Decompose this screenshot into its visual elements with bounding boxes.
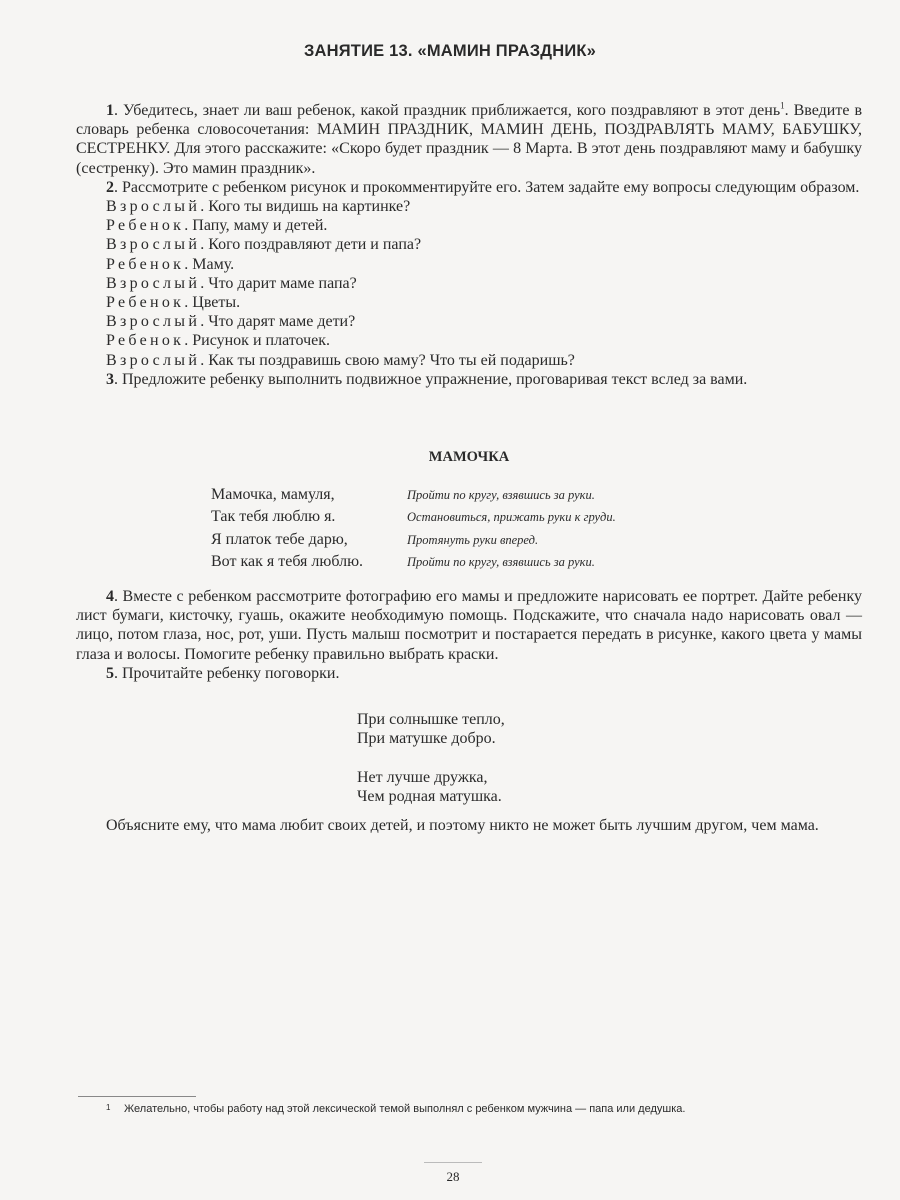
proverbs: [357, 710, 505, 806]
speaker: Ребенок: [106, 255, 185, 273]
speaker: Ребенок: [106, 294, 185, 312]
dialogue-line: Взрослый. Что дарит маме папа?: [106, 274, 357, 292]
poem-line: Вот как я тебя люблю.: [211, 552, 364, 570]
dialogue-line: Взрослый. Что дарят маме дети?: [106, 313, 356, 331]
instructions-block: [76, 101, 862, 389]
poem-row: [211, 531, 711, 553]
paragraph-3: 3. Предложите ребенку выполнить подвижное упражнение, проговаривая текст вслед за вами.: [106, 370, 748, 388]
proverb-line: При солнышке тепло,: [357, 711, 505, 728]
paragraph-2: 2. Рассмотрите с ребенком рисунок и прокомментируйте его. Затем задайте ему вопросы следующим образом.: [106, 178, 860, 196]
instructions-block-2: [76, 587, 862, 683]
speaker: Взрослый: [106, 351, 201, 369]
dialogue: [76, 197, 862, 370]
poem: [211, 486, 711, 575]
poem-title: МАМОЧКА: [428, 449, 510, 465]
conclusion: Объясните ему, что мама любит своих детей, и поэтому никто не может быть лучшим другом, чем мама.: [106, 817, 819, 834]
page-number: 28: [446, 1169, 460, 1184]
speaker: Взрослый: [106, 198, 201, 216]
page-number-divider: [424, 1162, 482, 1163]
speaker: Ребенок: [106, 217, 185, 235]
paragraph-5: 5. Прочитайте ребенку поговорки.: [106, 664, 340, 682]
poem-row: [211, 508, 711, 530]
dialogue-line: Ребенок. Папу, маму и детей.: [106, 217, 328, 235]
dialogue-line: Взрослый. Кого ты видишь на картинке?: [106, 198, 411, 216]
item-number: 2: [106, 178, 114, 196]
item-number: 1: [106, 102, 114, 119]
poem-row: [211, 486, 711, 508]
dialogue-line: Ребенок. Рисунок и платочек.: [106, 332, 331, 350]
footnote-text: Желательно, чтобы работу над этой лексической темой выполнял с ребенком мужчина — папа или дедушка.: [124, 1103, 686, 1115]
proverb-line: При матушке добро.: [357, 730, 496, 748]
conclusion-block: [76, 816, 862, 835]
poem-row: [211, 553, 711, 575]
lesson-title: ЗАНЯТИЕ 13. «МАМИН ПРАЗДНИК»: [303, 42, 597, 60]
footnote-ref: 1: [780, 100, 785, 111]
proverb-line: Чем родная матушка.: [357, 787, 502, 805]
speaker: Взрослый: [106, 274, 201, 292]
speaker: Взрослый: [106, 313, 201, 331]
poem-line: Мамочка, мамуля,: [211, 486, 335, 503]
footnote: [78, 1103, 838, 1115]
poem-action: Протянуть руки вперед.: [407, 532, 539, 547]
dialogue-line: Ребенок. Цветы.: [106, 294, 241, 312]
proverb-line: Нет лучше дружка,: [357, 768, 488, 786]
dialogue-line: Ребенок. Маму.: [106, 255, 235, 273]
item-number: 4: [106, 588, 114, 605]
poem-action: Пройти по кругу, взявшись за руки.: [407, 554, 595, 569]
poem-line: Я платок тебе дарю,: [211, 530, 348, 548]
speaker: Взрослый: [106, 236, 201, 254]
speaker: Ребенок: [106, 332, 185, 350]
poem-action: Пройти по кругу, взявшись за руки.: [407, 488, 595, 502]
poem-line: Так тебя люблю я.: [211, 508, 336, 526]
footnote-mark: 1: [106, 1103, 111, 1112]
item-number: 3: [106, 370, 114, 388]
item-number: 5: [106, 664, 114, 682]
dialogue-line: Взрослый. Кого поздравляют дети и папа?: [106, 236, 422, 254]
poem-action: Остановиться, прижать руки к груди.: [407, 510, 616, 525]
dialogue-line: Взрослый. Как ты поздравишь свою маму? Что ты ей подаришь?: [106, 351, 575, 369]
paragraph-1: 1. Убедитесь, знает ли ваш ребенок, какой праздник приближается, кого поздравляют в этот день$^1$. Введите в словарь ребенка словосочетания: МАМИН ПРАЗДНИК, МАМИН ДЕНЬ, ПОЗДРАВЛЯТЬ МАМУ, БАБУШКУ, СЕСТРЕНКУ. Для этого расскажите: «Скоро будет праздник — 8 Марта. В этот день поздравляют маму и бабушку (сестренку). Это мамин праздник».: [76, 100, 862, 177]
paragraph-4: 4. Вместе с ребенком рассмотрите фотографию его мамы и предложите нарисовать ее портрет. Дайте ребенку лист бумаги, кисточку, гуашь, окажите необходимую помощь. Подскажите, что сначала надо нарисовать овал — лицо, потом глаза, нос, рот, уши. Пусть малыш посмотрит и постарается передать в рисунке, какого цвета у мамы глаза и волосы. Помогите ребенку правильно выбрать краски.: [76, 588, 862, 663]
footnote-divider: [78, 1096, 196, 1097]
